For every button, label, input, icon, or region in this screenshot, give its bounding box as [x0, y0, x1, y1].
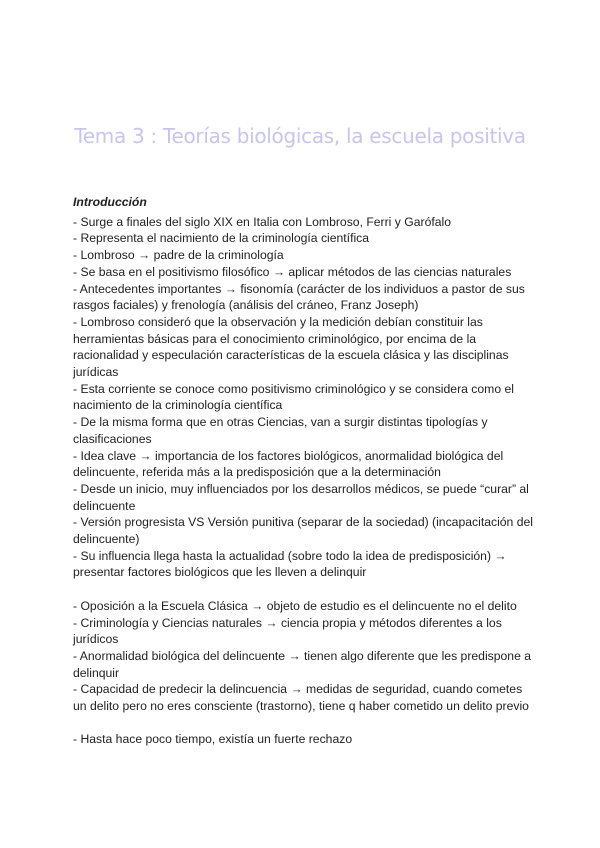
list-item: - Representa el nacimiento de la criminología científica [73, 231, 370, 246]
paragraph-spacer [73, 581, 533, 598]
list-item: - De la misma forma que en otras Ciencias, van a surgir distintas tipologías y clasificaciones [73, 415, 488, 446]
list-item: - Idea clave → importancia de los factores biológicos, anormalidad biológica del delincuente, referida más a la predisposición que a la determinación [73, 448, 504, 480]
list-item: - Capacidad de predecir la delincuencia → medidas de seguridad, cuando cometes un delito pero no eres consciente (trastorno), tiene q haber cometido un delito previo [73, 682, 529, 714]
list-item: - Versión progresista VS Versión punitiva (separar de la sociedad) (incapacitación del delincuente) [73, 515, 533, 547]
list-item: - Criminología y Ciencias naturales → ciencia propia y métodos diferentes a los jurídicos [73, 615, 502, 647]
list-item: - Desde un inicio, muy influenciados por los desarrollos médicos, se puede “curar” al delincuente [73, 481, 529, 513]
list-item: - Hasta hace poco tiempo, existía un fuerte rechazo [73, 732, 353, 747]
bullet-list-3 [73, 731, 533, 748]
bullet-list-1 [73, 214, 533, 581]
list-item: - Oposición a la Escuela Clásica → objeto de estudio es el delincuente no el delito [73, 598, 517, 613]
section-heading: Introducción [73, 195, 147, 209]
document-body [73, 194, 533, 748]
list-item: - Su influencia llega hasta la actualidad (sobre todo la idea de predisposición) → presentar factores biológicos que les lleven a delinquir [73, 548, 507, 580]
bullet-list-2 [73, 598, 533, 715]
list-item: - Anormalidad biológica del delincuente → tienen algo diferente que les predispone a delinquir [73, 648, 532, 680]
list-item: - Surge a finales del siglo XIX en Italia con Lombroso, Ferri y Garófalo [73, 214, 451, 229]
list-item: - Antecedentes importantes → fisonomía (carácter de los individuos a pastor de sus rasgos faciales) y frenología (análisis del cráneo, Franz Joseph) [73, 281, 525, 313]
list-item: - Lombroso consideró que la observación y la medición debían constituir las herramientas básicas para el conocimiento criminológico, por encima de la racionalidad y especulación características de la escuela clásica y las disciplinas jurídicas [73, 314, 509, 380]
document-title: Tema 3 : Teorías biológicas, la escuela positiva [74, 124, 526, 148]
list-item: - Esta corriente se conoce como positivismo criminológico y se considera como el nacimiento de la criminología científica [73, 381, 514, 413]
list-item: - Se basa en el positivismo filosófico → aplicar métodos de las ciencias naturales [73, 264, 512, 279]
list-item: - Lombroso → padre de la criminología [73, 248, 284, 263]
paragraph-spacer [73, 715, 533, 732]
